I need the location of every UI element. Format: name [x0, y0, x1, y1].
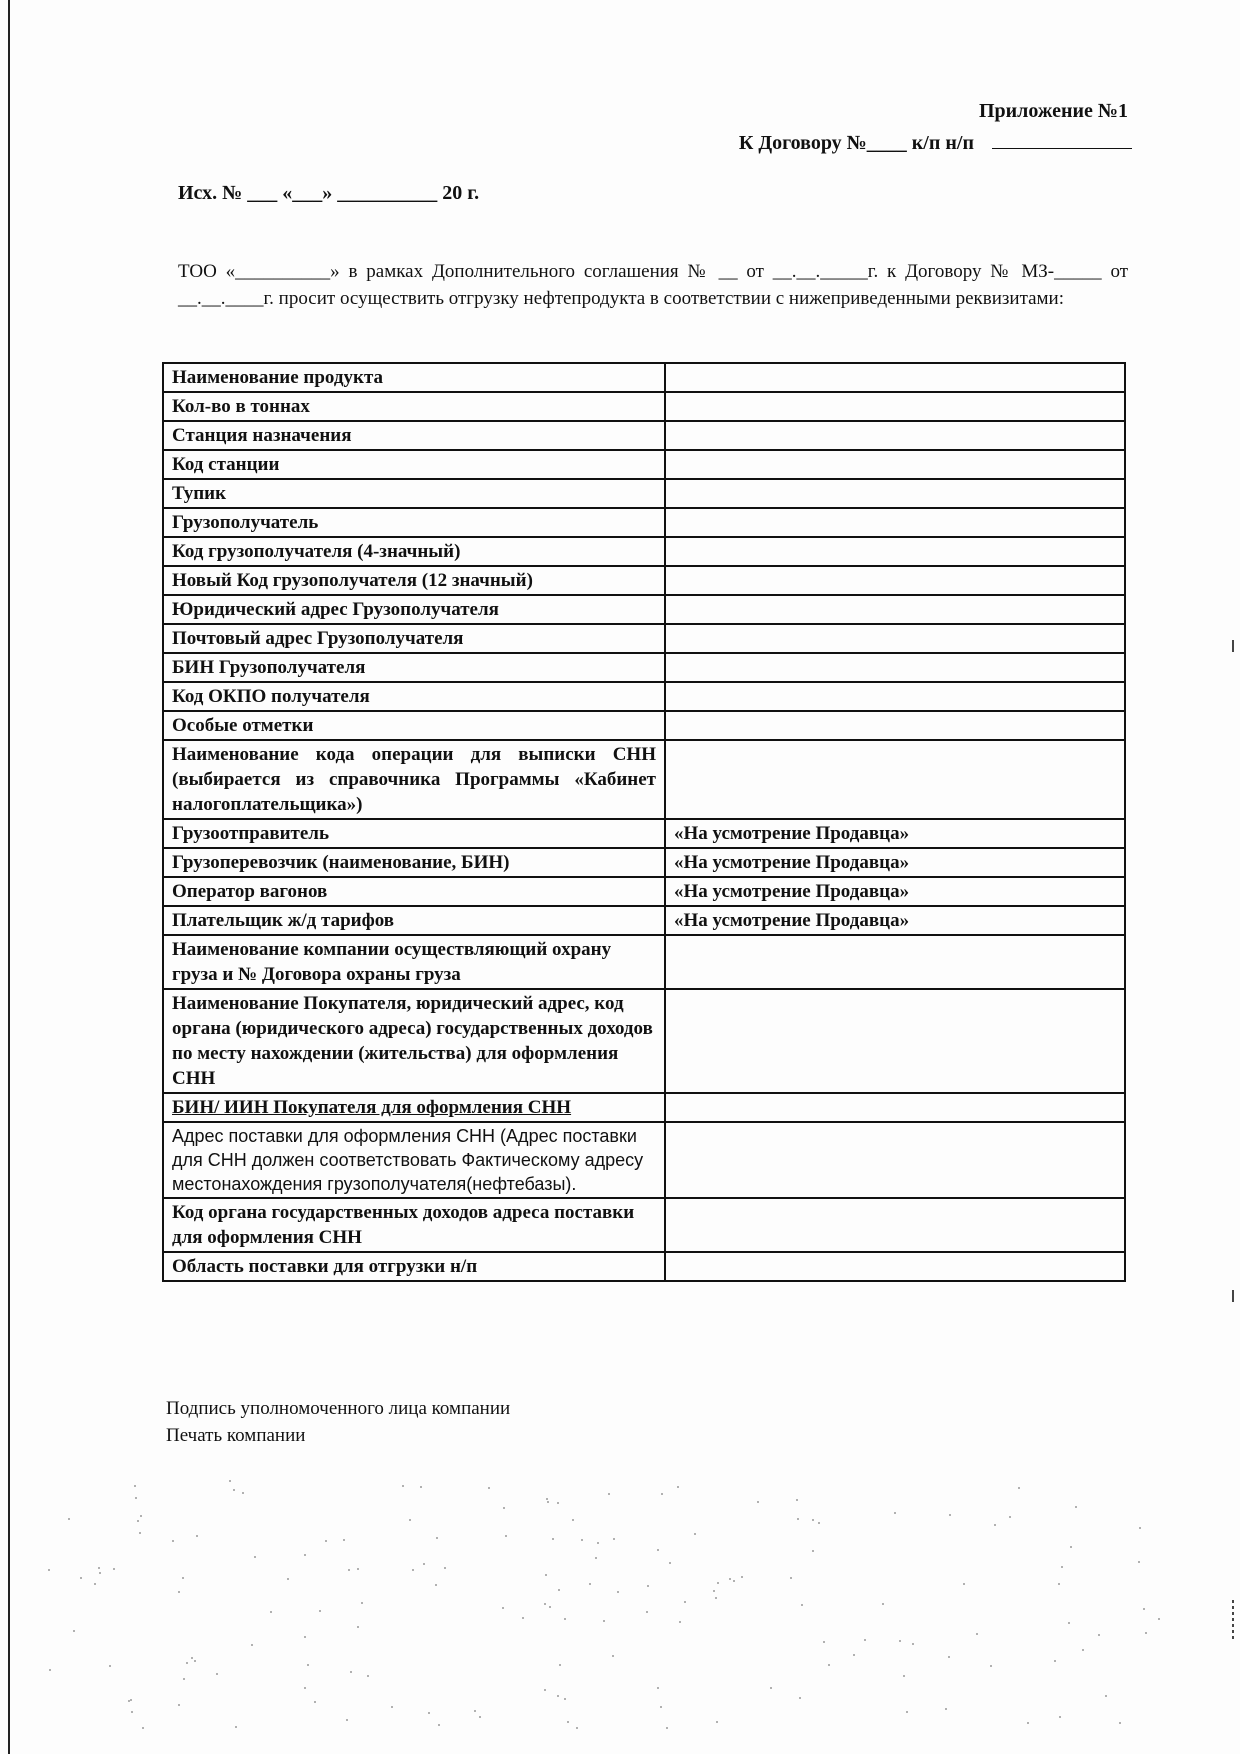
scan-noise-speck: [142, 1727, 144, 1729]
table-row: [163, 508, 1125, 537]
row-label-cell: [163, 566, 665, 595]
row-label-cell: [163, 1198, 665, 1252]
scan-noise-speck: [361, 1602, 363, 1604]
row-label: Код органа государственных доходов адреса поставки для оформления СНН: [172, 1202, 635, 1248]
scan-noise-speck: [505, 1535, 507, 1537]
scan-noise-speck: [1138, 1561, 1140, 1563]
scan-noise-speck: [864, 1639, 866, 1641]
scan-noise-speck: [963, 1583, 965, 1585]
scan-mark: [1232, 1600, 1234, 1640]
scan-noise-speck: [715, 1597, 717, 1599]
row-value[interactable]: [665, 1252, 1125, 1281]
row-label-cell: [163, 624, 665, 653]
row-label-cell: [163, 421, 665, 450]
scan-noise-speck: [216, 1673, 218, 1675]
scan-noise-speck: [319, 1610, 321, 1612]
table-row: [163, 1252, 1125, 1281]
scan-noise-speck: [140, 1515, 142, 1517]
requisites-table: [162, 362, 1126, 1282]
scan-noise-speck: [172, 1540, 174, 1542]
table-row: [163, 819, 1125, 848]
row-value[interactable]: [665, 989, 1125, 1093]
scan-noise-speck: [597, 1542, 599, 1544]
scan-noise-speck: [1027, 1722, 1029, 1724]
scan-noise-speck: [545, 1574, 547, 1576]
scan-noise-speck: [717, 1582, 719, 1584]
scan-noise-speck: [894, 1512, 896, 1514]
row-label: Наименование Покупателя, юридический адрес, код органа (юридического адреса) государственных доходов по месту нахождении (жительства) для оформления СНН: [172, 993, 653, 1089]
table-row: [163, 848, 1125, 877]
scan-noise-speck: [99, 1572, 101, 1574]
row-label: Адрес поставки для оформления СНН (Адрес поставки для СНН должен соответствовать Фактическому адресу местонахождения грузополучателя(нефтебазы).: [172, 1126, 644, 1194]
scan-noise-speck: [945, 1708, 947, 1710]
scan-noise-speck: [270, 1611, 272, 1613]
scan-noise-speck: [557, 1695, 559, 1697]
row-label-cell: [163, 479, 665, 508]
scan-noise-speck: [552, 1538, 554, 1540]
row-value[interactable]: [665, 566, 1125, 595]
scan-noise-speck: [251, 1644, 253, 1646]
row-value[interactable]: [665, 537, 1125, 566]
scan-noise-speck: [812, 1519, 814, 1521]
scan-noise-speck: [559, 1664, 561, 1666]
row-label-cell: [163, 848, 665, 877]
scan-noise-speck: [1018, 1487, 1020, 1489]
table-row: [163, 1198, 1125, 1252]
scan-noise-speck: [479, 1716, 481, 1718]
table-row: [163, 537, 1125, 566]
table-row: [163, 566, 1125, 595]
scan-noise-speck: [1059, 1716, 1061, 1718]
row-value[interactable]: «На усмотрение Продавца»: [665, 877, 1125, 906]
row-label: Почтовый адрес Грузополучателя: [172, 628, 464, 649]
scan-noise-speck: [1098, 1634, 1100, 1636]
scan-noise-speck: [544, 1689, 546, 1691]
row-value[interactable]: [665, 1122, 1125, 1198]
table-row: [163, 479, 1125, 508]
scan-noise-speck: [912, 1643, 914, 1645]
scan-noise-speck: [314, 1701, 316, 1703]
scan-noise-speck: [589, 1583, 591, 1585]
scan-noise-speck: [94, 1583, 96, 1585]
scan-noise-speck: [109, 1665, 111, 1667]
row-value[interactable]: [665, 740, 1125, 819]
table-row: [163, 653, 1125, 682]
scan-noise-speck: [304, 1636, 306, 1638]
row-label: Грузополучатель: [172, 512, 319, 533]
row-label: Новый Код грузополучателя (12 значный): [172, 570, 533, 591]
row-label-cell: [163, 1093, 665, 1122]
scan-noise-speck: [741, 1576, 743, 1578]
row-value[interactable]: [665, 711, 1125, 740]
scan-noise-speck: [657, 1549, 659, 1551]
table-row: [163, 682, 1125, 711]
scan-noise-speck: [194, 1660, 196, 1662]
row-label-cell: [163, 595, 665, 624]
contract-reference-text: К Договору №____ к/п н/п: [738, 132, 974, 154]
scan-noise-speck: [402, 1485, 404, 1487]
signature-label: Подпись уполномоченного лица компании: [166, 1398, 511, 1419]
scan-noise-speck: [1058, 1583, 1060, 1585]
scan-noise-speck: [948, 1656, 950, 1658]
row-value[interactable]: [665, 392, 1125, 421]
row-value[interactable]: «На усмотрение Продавца»: [665, 906, 1125, 935]
scan-noise-speck: [182, 1577, 184, 1579]
scan-noise-speck: [130, 1699, 132, 1701]
row-value[interactable]: [665, 682, 1125, 711]
row-value[interactable]: [665, 624, 1125, 653]
scan-noise-speck: [576, 1727, 578, 1729]
row-value[interactable]: «На усмотрение Продавца»: [665, 819, 1125, 848]
scan-noise-speck: [229, 1480, 231, 1482]
scan-noise-speck: [49, 1669, 51, 1671]
scan-noise-speck: [357, 1626, 359, 1628]
scan-noise-speck: [994, 1524, 996, 1526]
table-row: [163, 935, 1125, 989]
scan-noise-speck: [660, 1706, 662, 1708]
scan-noise-speck: [1105, 1695, 1107, 1697]
contract-reference: [739, 130, 1132, 155]
scan-noise-speck: [595, 1557, 597, 1559]
row-value[interactable]: [665, 1198, 1125, 1252]
scan-noise-speck: [1075, 1506, 1077, 1508]
row-value[interactable]: [665, 479, 1125, 508]
row-value[interactable]: «На усмотрение Продавца»: [665, 848, 1125, 877]
scan-noise-speck: [191, 1657, 193, 1659]
row-label-cell: [163, 1252, 665, 1281]
scan-noise-speck: [903, 1675, 905, 1677]
row-label-cell: [163, 392, 665, 421]
scan-noise-speck: [799, 1697, 801, 1699]
scan-noise-speck: [677, 1486, 679, 1488]
scan-noise-speck: [564, 1618, 566, 1620]
scan-noise-speck: [823, 1641, 825, 1643]
row-label-cell: [163, 819, 665, 848]
scan-noise-speck: [882, 1603, 884, 1605]
scan-noise-speck: [666, 1727, 668, 1729]
scan-noise-speck: [412, 1569, 414, 1571]
scan-noise-speck: [196, 1535, 198, 1537]
scan-noise-speck: [572, 1519, 574, 1521]
scan-noise-speck: [544, 1603, 546, 1605]
row-value[interactable]: [665, 1093, 1125, 1122]
scan-noise-speck: [546, 1498, 548, 1500]
scan-noise-speck: [729, 1578, 731, 1580]
scan-noise-speck: [186, 1662, 188, 1664]
row-label: Кол-во в тоннах: [172, 396, 310, 417]
scan-noise-speck: [990, 1665, 992, 1667]
scan-noise-speck: [558, 1589, 560, 1591]
scan-noise-speck: [617, 1591, 619, 1593]
scan-noise-speck: [134, 1485, 136, 1487]
scan-noise-speck: [906, 1711, 908, 1713]
table-row: [163, 906, 1125, 935]
scan-noise-speck: [428, 1712, 430, 1714]
row-label-cell: [163, 989, 665, 1093]
scan-noise-speck: [131, 1711, 133, 1713]
contract-number-blank: [992, 130, 1132, 149]
scan-noise-speck: [98, 1567, 100, 1569]
scan-noise-speck: [797, 1518, 799, 1520]
scan-noise-speck: [348, 1569, 350, 1571]
row-label-cell: [163, 711, 665, 740]
scan-noise-speck: [661, 1493, 663, 1495]
scan-noise-speck: [564, 1698, 566, 1700]
scan-noise-speck: [357, 1568, 359, 1570]
scan-noise-speck: [287, 1578, 289, 1580]
scan-noise-speck: [474, 1710, 476, 1712]
scan-noise-speck: [113, 1568, 115, 1570]
row-label-cell: [163, 877, 665, 906]
row-label: Юридический адрес Грузополучателя: [172, 599, 499, 620]
scan-noise-speck: [694, 1533, 696, 1535]
table-row: [163, 421, 1125, 450]
scan-noise-speck: [976, 1633, 978, 1635]
table-row: [163, 877, 1125, 906]
scan-noise-speck: [254, 1556, 256, 1558]
row-label-cell: [163, 537, 665, 566]
scan-noise-speck: [502, 1607, 504, 1609]
row-label-cell: [163, 740, 665, 819]
table-row: [163, 1122, 1125, 1198]
table-row: [163, 595, 1125, 624]
row-label-cell: [163, 682, 665, 711]
scan-noise-speck: [828, 1664, 830, 1666]
scan-noise-speck: [1139, 1527, 1141, 1529]
scan-noise-speck: [350, 1671, 352, 1673]
row-label: Особые отметки: [172, 715, 314, 736]
scan-noise-speck: [48, 1569, 50, 1571]
row-value[interactable]: [665, 450, 1125, 479]
table-row: [163, 624, 1125, 653]
scan-noise-speck: [435, 1584, 437, 1586]
row-label-cell: [163, 906, 665, 935]
row-label-cell: [163, 450, 665, 479]
scan-noise-speck: [367, 1675, 369, 1677]
scan-noise-speck: [1009, 1516, 1011, 1518]
row-label: Наименование компании осуществляющий охрану груза и № Договора охраны груза: [172, 939, 612, 985]
table-row: [163, 450, 1125, 479]
scan-noise-speck: [444, 1567, 446, 1569]
scan-noise-speck: [1061, 1566, 1063, 1568]
table-row: [163, 1093, 1125, 1122]
row-label: Грузоперевозчик (наименование, БИН): [172, 852, 510, 873]
intro-paragraph: ТОО «__________» в рамках Дополнительного соглашения № __ от __.__._____г. к Договору № МЗ-_____ от __.__.____г. просит осуществить отгрузку нефтепродукта в соответствии с нижеприведенными реквизитами:: [178, 261, 1128, 309]
scan-noise-speck: [567, 1721, 569, 1723]
scan-noise-speck: [853, 1654, 855, 1656]
scan-noise-speck: [581, 1539, 583, 1541]
scan-noise-speck: [949, 1514, 951, 1516]
scan-noise-speck: [137, 1520, 139, 1522]
scan-noise-speck: [235, 1726, 237, 1728]
stamp-label: Печать компании: [166, 1425, 306, 1446]
scan-noise-speck: [68, 1518, 70, 1520]
scan-noise-speck: [128, 1700, 130, 1702]
scan-noise-speck: [1158, 1618, 1160, 1620]
scan-noise-speck: [488, 1487, 490, 1489]
scan-noise-speck: [503, 1507, 505, 1509]
row-label: Грузоотправитель: [172, 823, 330, 844]
appendix-title: Приложение №1: [978, 100, 1128, 122]
scan-noise-speck: [304, 1687, 306, 1689]
row-label-cell: [163, 363, 665, 392]
scan-noise-speck: [391, 1706, 393, 1708]
row-value[interactable]: [665, 508, 1125, 537]
scan-noise-speck: [613, 1538, 615, 1540]
scan-noise-speck: [1145, 1632, 1147, 1634]
scan-noise-speck: [178, 1704, 180, 1706]
scan-noise-speck: [135, 1497, 137, 1499]
scan-noise-speck: [818, 1522, 820, 1524]
scan-noise-speck: [899, 1640, 901, 1642]
row-label-cell: [163, 508, 665, 537]
scan-noise-speck: [770, 1687, 772, 1689]
row-label: Плательщик ж/д тарифов: [172, 910, 395, 931]
scan-noise-speck: [420, 1486, 422, 1488]
scan-noise-speck: [307, 1664, 309, 1666]
row-value[interactable]: [665, 421, 1125, 450]
scan-noise-speck: [608, 1493, 610, 1495]
scan-noise-speck: [80, 1577, 82, 1579]
scan-noise-speck: [713, 1590, 715, 1592]
scan-noise-speck: [801, 1604, 803, 1606]
scan-edge-line: [8, 0, 10, 1754]
scan-noise-speck: [684, 1601, 686, 1603]
scan-noise-speck: [547, 1501, 549, 1503]
scan-noise-speck: [679, 1621, 681, 1623]
scan-noise-speck: [1082, 1649, 1084, 1651]
scan-noise-speck: [73, 1630, 75, 1632]
scan-noise-speck: [522, 1617, 524, 1619]
scan-noise-speck: [612, 1655, 614, 1657]
scan-noise-speck: [733, 1580, 735, 1582]
scan-noise-speck: [796, 1499, 798, 1501]
scan-noise-speck: [233, 1489, 235, 1491]
row-label: Станция назначения: [172, 425, 352, 446]
scan-noise-speck: [1054, 1660, 1056, 1662]
scan-noise-speck: [790, 1577, 792, 1579]
scan-noise-speck: [647, 1585, 649, 1587]
scan-mark: [1232, 1290, 1234, 1302]
row-label-cell: [163, 1122, 665, 1198]
scan-noise-speck: [423, 1563, 425, 1565]
scan-noise-speck: [242, 1492, 244, 1494]
scan-noise-speck: [438, 1724, 440, 1726]
scan-noise-speck: [812, 1550, 814, 1552]
scan-noise-speck: [657, 1687, 659, 1689]
scan-noise-speck: [1068, 1622, 1070, 1624]
scan-noise-speck: [603, 1620, 605, 1622]
scan-noise-speck: [139, 1532, 141, 1534]
row-value[interactable]: [665, 595, 1125, 624]
row-label: Код ОКПО получателя: [172, 686, 370, 707]
scan-noise-speck: [757, 1501, 759, 1503]
scan-noise-speck: [557, 1502, 559, 1504]
scan-noise-speck: [409, 1519, 411, 1521]
row-value[interactable]: [665, 363, 1125, 392]
table-row: [163, 740, 1125, 819]
scan-noise-speck: [436, 1537, 438, 1539]
scan-noise-speck: [1070, 1546, 1072, 1548]
row-value[interactable]: [665, 935, 1125, 989]
scan-noise-speck: [549, 1606, 551, 1608]
scan-noise-speck: [346, 1719, 348, 1721]
row-label: Код станции: [172, 454, 280, 475]
row-label: Код грузополучателя (4-значный): [172, 541, 461, 562]
row-label-cell: [163, 935, 665, 989]
scan-noise-speck: [716, 1721, 718, 1723]
scan-noise-speck: [343, 1539, 345, 1541]
table-row: [163, 392, 1125, 421]
scan-noise-speck: [1143, 1608, 1145, 1610]
scan-noise-speck: [304, 1554, 306, 1556]
table-row: [163, 989, 1125, 1093]
scan-noise-speck: [646, 1611, 648, 1613]
scan-noise-speck: [669, 1562, 671, 1564]
scan-mark: [1232, 640, 1234, 652]
scan-noise-speck: [1119, 1722, 1121, 1724]
row-label: Наименование кода операции для выписки СНН (выбирается из справочника Программы «Кабинет налогоплательщика»): [172, 744, 656, 815]
row-label: Область поставки для отгрузки н/п: [172, 1256, 478, 1277]
scan-noise-speck: [325, 1540, 327, 1542]
table-row: [163, 711, 1125, 740]
row-value[interactable]: [665, 653, 1125, 682]
outgoing-number: Исх. № ___ «___» __________ 20 г.: [178, 182, 480, 204]
table-row: [163, 363, 1125, 392]
row-label: БИН Грузополучателя: [172, 657, 366, 678]
row-label: Тупик: [172, 483, 227, 504]
scan-noise-speck: [178, 1591, 180, 1593]
row-label: БИН/ ИИН Покупателя для оформления СНН: [172, 1097, 572, 1118]
row-label: Оператор вагонов: [172, 881, 328, 902]
row-label: Наименование продукта: [172, 367, 384, 388]
row-label-cell: [163, 653, 665, 682]
scan-noise-speck: [183, 1678, 185, 1680]
